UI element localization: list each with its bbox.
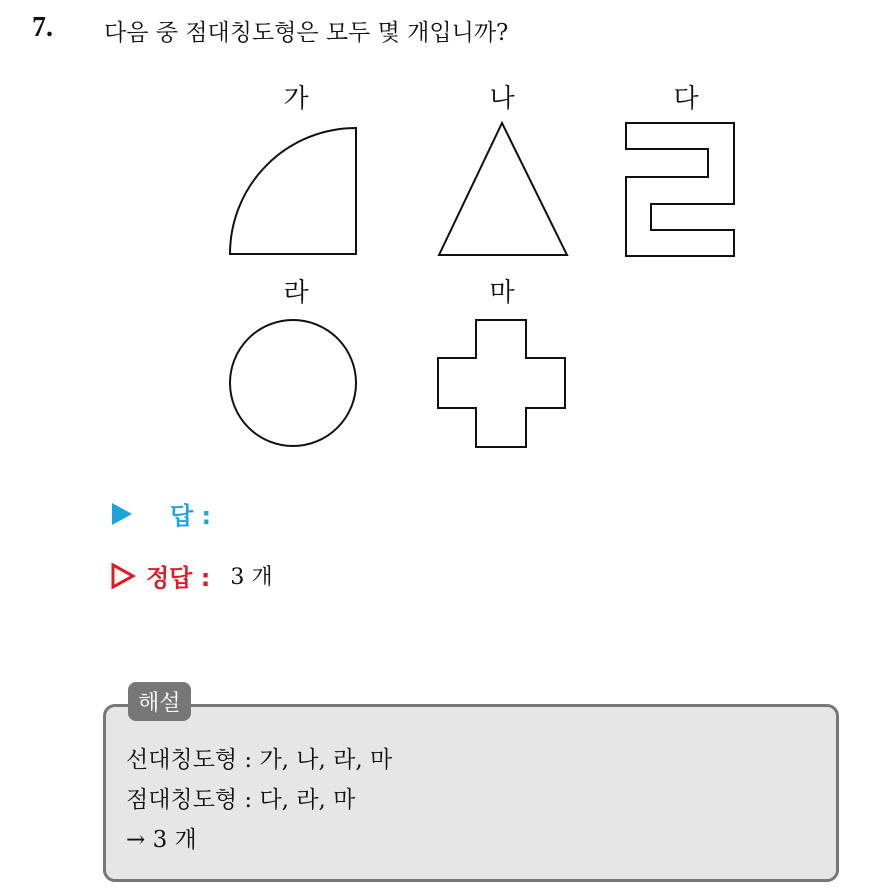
quarter-circle-figure xyxy=(228,126,358,256)
explanation-tag: 해설 xyxy=(128,682,191,721)
figure-label-ma: 마 xyxy=(489,278,515,308)
question-number: 7. xyxy=(32,12,53,43)
figure-label-ga: 가 xyxy=(283,84,309,114)
answer-label: 답 : xyxy=(170,502,212,530)
correct-answer-label: 정답 : xyxy=(146,564,211,592)
answer-marker-icon xyxy=(110,501,134,527)
triangle-figure xyxy=(436,120,570,258)
explanation-line: → 3 개 xyxy=(126,827,197,853)
explanation-text xyxy=(126,740,392,860)
correct-answer-row xyxy=(110,558,273,593)
cross-figure xyxy=(436,318,568,450)
question-text: 다음 중 점대칭도형은 모두 몇 개입니까? xyxy=(104,20,509,46)
figure-label-na: 나 xyxy=(489,84,515,114)
figure-label-ra: 라 xyxy=(283,278,309,308)
explanation-line: 점대칭도형 : 다, 라, 마 xyxy=(126,787,356,813)
correct-marker-icon xyxy=(110,562,136,590)
explanation-line: 선대칭도형 : 가, 나, 라, 마 xyxy=(126,747,393,773)
figure-label-da: 다 xyxy=(673,84,699,114)
correct-answer-value: 3 개 xyxy=(230,565,273,590)
answer-row xyxy=(110,496,231,531)
s-shape-figure xyxy=(624,121,736,259)
circle-figure xyxy=(228,318,360,450)
